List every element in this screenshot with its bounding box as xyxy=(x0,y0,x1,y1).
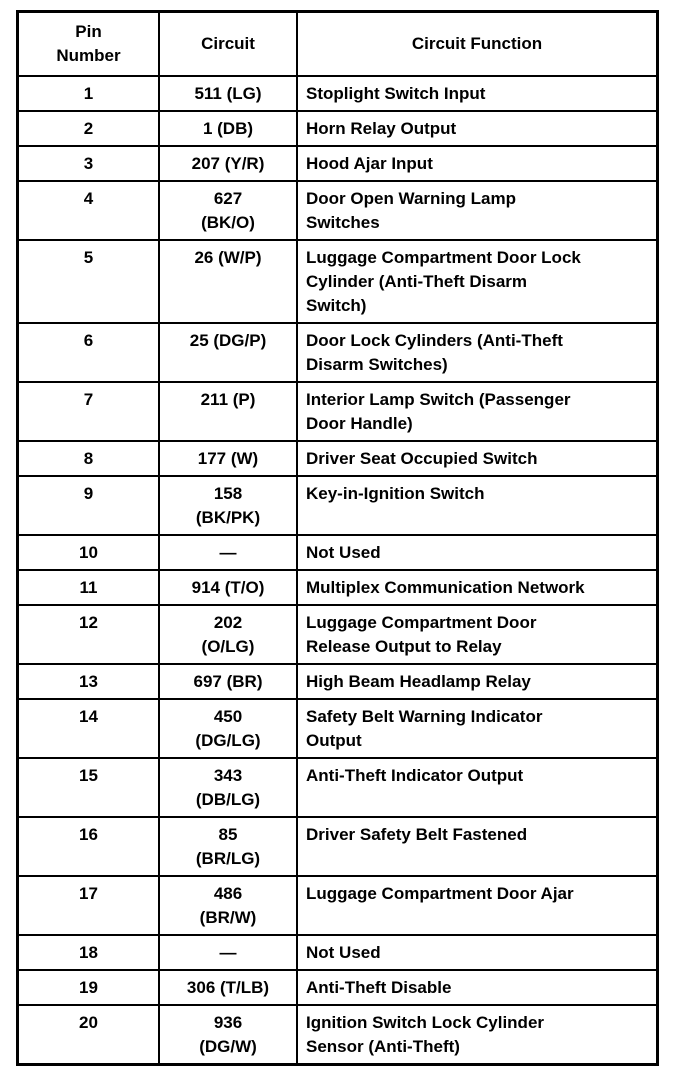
circuit-text: 158 xyxy=(213,484,243,503)
pin-number-cell: 18 xyxy=(18,935,160,970)
pin-number-cell: 8 xyxy=(18,441,160,476)
circuit-text: (BK/PK) xyxy=(195,508,261,527)
circuit-function-cell xyxy=(297,570,658,605)
circuit-function-text: Not Used xyxy=(306,943,381,962)
header-pin-number xyxy=(18,12,160,77)
circuit-text: 450 xyxy=(213,707,243,726)
circuit-function-text: Interior Lamp Switch (Passenger xyxy=(306,390,571,409)
pin-number-cell: 11 xyxy=(18,570,160,605)
circuit-function-text: Cylinder (Anti-Theft Disarm xyxy=(306,272,528,291)
circuit-function-text: Not Used xyxy=(306,543,381,562)
circuit-function-cell xyxy=(297,323,658,382)
circuit-text: 202 xyxy=(213,613,243,632)
circuit-text: 211 (P) xyxy=(200,390,256,409)
pin-number-cell: 4 xyxy=(18,181,160,240)
circuit-text: 1 (DB) xyxy=(202,119,254,138)
circuit-function-text: Disarm Switches) xyxy=(306,355,448,374)
circuit-text: — xyxy=(219,543,237,562)
pin-number-cell: 2 xyxy=(18,111,160,146)
circuit-function-cell xyxy=(297,441,658,476)
circuit-cell xyxy=(159,535,297,570)
header-circuit: Circuit xyxy=(159,12,297,77)
pin-number-cell: 13 xyxy=(18,664,160,699)
circuit-text: (BR/W) xyxy=(199,908,257,927)
circuit-function-text: Safety Belt Warning Indicator xyxy=(306,707,543,726)
table-row xyxy=(18,970,658,1005)
pin-number-cell: 1 xyxy=(18,76,160,111)
circuit-function-cell xyxy=(297,664,658,699)
circuit-cell xyxy=(159,476,297,535)
table-row xyxy=(18,476,658,535)
circuit-text: 936 xyxy=(213,1013,243,1032)
pin-number-cell: 12 xyxy=(18,605,160,664)
circuit-text: 207 (Y/R) xyxy=(191,154,265,173)
circuit-function-cell xyxy=(297,535,658,570)
table-row xyxy=(18,699,658,758)
header-pin-line1: Pin xyxy=(75,22,102,41)
circuit-function-text: Door Open Warning Lamp xyxy=(306,189,516,208)
table-row xyxy=(18,935,658,970)
circuit-function-text: High Beam Headlamp Relay xyxy=(306,672,531,691)
circuit-function-text: Luggage Compartment Door xyxy=(306,613,537,632)
circuit-text: 914 (T/O) xyxy=(191,578,265,597)
circuit-text: (DB/LG) xyxy=(195,790,261,809)
pin-number-cell: 17 xyxy=(18,876,160,935)
circuit-cell xyxy=(159,817,297,876)
circuit-function-text: Multiplex Communication Network xyxy=(306,578,585,597)
table-row xyxy=(18,76,658,111)
circuit-function-text: Driver Seat Occupied Switch xyxy=(306,449,538,468)
circuit-cell xyxy=(159,181,297,240)
circuit-text: 486 xyxy=(213,884,243,903)
circuit-function-cell xyxy=(297,111,658,146)
circuit-function-text: Key-in-Ignition Switch xyxy=(306,484,485,503)
circuit-function-cell xyxy=(297,876,658,935)
circuit-text: (BK/O) xyxy=(201,213,255,232)
circuit-text: 343 xyxy=(213,766,243,785)
circuit-function-text: Anti-Theft Indicator Output xyxy=(306,766,524,785)
pin-number-cell: 20 xyxy=(18,1005,160,1065)
pin-number-cell: 6 xyxy=(18,323,160,382)
circuit-text: (O/LG) xyxy=(201,637,255,656)
circuit-text: 306 (T/LB) xyxy=(186,978,270,997)
circuit-function-cell xyxy=(297,970,658,1005)
pin-number-cell: 5 xyxy=(18,240,160,323)
circuit-text: — xyxy=(219,943,237,962)
header-row xyxy=(18,12,658,77)
circuit-function-text: Horn Relay Output xyxy=(306,119,457,138)
circuit-text: 511 (LG) xyxy=(194,84,262,103)
circuit-text: (BR/LG) xyxy=(195,849,261,868)
circuit-cell xyxy=(159,664,297,699)
table-row xyxy=(18,570,658,605)
table-row xyxy=(18,605,658,664)
circuit-text: 697 (BR) xyxy=(193,672,263,691)
circuit-cell xyxy=(159,441,297,476)
circuit-function-text: Driver Safety Belt Fastened xyxy=(306,825,528,844)
circuit-function-text: Door Lock Cylinders (Anti-Theft xyxy=(306,331,563,350)
circuit-function-cell xyxy=(297,605,658,664)
circuit-cell xyxy=(159,382,297,441)
circuit-function-cell xyxy=(297,758,658,817)
circuit-cell xyxy=(159,935,297,970)
circuit-function-text: Anti-Theft Disable xyxy=(306,978,452,997)
table-row xyxy=(18,1005,658,1065)
circuit-cell xyxy=(159,570,297,605)
pin-number-cell: 3 xyxy=(18,146,160,181)
circuit-function-text: Hood Ajar Input xyxy=(306,154,433,173)
pin-number-cell: 15 xyxy=(18,758,160,817)
circuit-function-cell xyxy=(297,699,658,758)
circuit-function-text: Luggage Compartment Door Lock xyxy=(306,248,581,267)
circuit-function-text: Release Output to Relay xyxy=(306,637,502,656)
circuit-function-cell xyxy=(297,181,658,240)
circuit-function-cell xyxy=(297,817,658,876)
circuit-text: 627 xyxy=(213,189,243,208)
table-body xyxy=(18,76,658,1065)
circuit-cell xyxy=(159,1005,297,1065)
circuit-function-text: Output xyxy=(306,731,362,750)
table-row xyxy=(18,664,658,699)
table-row xyxy=(18,323,658,382)
circuit-cell xyxy=(159,76,297,111)
circuit-cell xyxy=(159,758,297,817)
table-row xyxy=(18,146,658,181)
circuit-function-text: Luggage Compartment Door Ajar xyxy=(306,884,574,903)
circuit-cell xyxy=(159,699,297,758)
table-row xyxy=(18,758,658,817)
circuit-function-text: Sensor (Anti-Theft) xyxy=(306,1037,460,1056)
header-pin-line2: Number xyxy=(56,46,121,65)
header-circuit-function: Circuit Function xyxy=(297,12,658,77)
table-row xyxy=(18,111,658,146)
circuit-function-text: Ignition Switch Lock Cylinder xyxy=(306,1013,545,1032)
pin-number-cell: 19 xyxy=(18,970,160,1005)
circuit-cell xyxy=(159,146,297,181)
circuit-cell xyxy=(159,111,297,146)
circuit-cell xyxy=(159,970,297,1005)
table-row xyxy=(18,817,658,876)
pin-circuit-table xyxy=(16,10,659,1066)
circuit-cell xyxy=(159,605,297,664)
pin-number-cell: 16 xyxy=(18,817,160,876)
pin-number-cell: 10 xyxy=(18,535,160,570)
circuit-cell xyxy=(159,876,297,935)
circuit-text: (DG/W) xyxy=(199,1037,257,1056)
circuit-function-cell xyxy=(297,240,658,323)
circuit-function-cell xyxy=(297,382,658,441)
circuit-function-cell xyxy=(297,476,658,535)
pin-number-cell: 9 xyxy=(18,476,160,535)
circuit-function-text: Switch) xyxy=(306,296,367,315)
circuit-function-cell xyxy=(297,146,658,181)
circuit-function-text: Switches xyxy=(306,213,380,232)
pin-number-cell: 14 xyxy=(18,699,160,758)
table-row xyxy=(18,382,658,441)
circuit-text: 26 (W/P) xyxy=(194,248,262,267)
circuit-function-cell xyxy=(297,76,658,111)
circuit-function-cell xyxy=(297,1005,658,1065)
table-row xyxy=(18,240,658,323)
table-row xyxy=(18,535,658,570)
circuit-text: (DG/LG) xyxy=(195,731,261,750)
table-row xyxy=(18,441,658,476)
circuit-function-text: Door Handle) xyxy=(306,414,413,433)
circuit-text: 25 (DG/P) xyxy=(189,331,267,350)
table-row xyxy=(18,181,658,240)
circuit-cell xyxy=(159,240,297,323)
circuit-text: 177 (W) xyxy=(197,449,259,468)
circuit-text: 85 xyxy=(218,825,238,844)
circuit-cell xyxy=(159,323,297,382)
table-row xyxy=(18,876,658,935)
pin-number-cell: 7 xyxy=(18,382,160,441)
circuit-function-cell xyxy=(297,935,658,970)
circuit-function-text: Stoplight Switch Input xyxy=(306,84,486,103)
